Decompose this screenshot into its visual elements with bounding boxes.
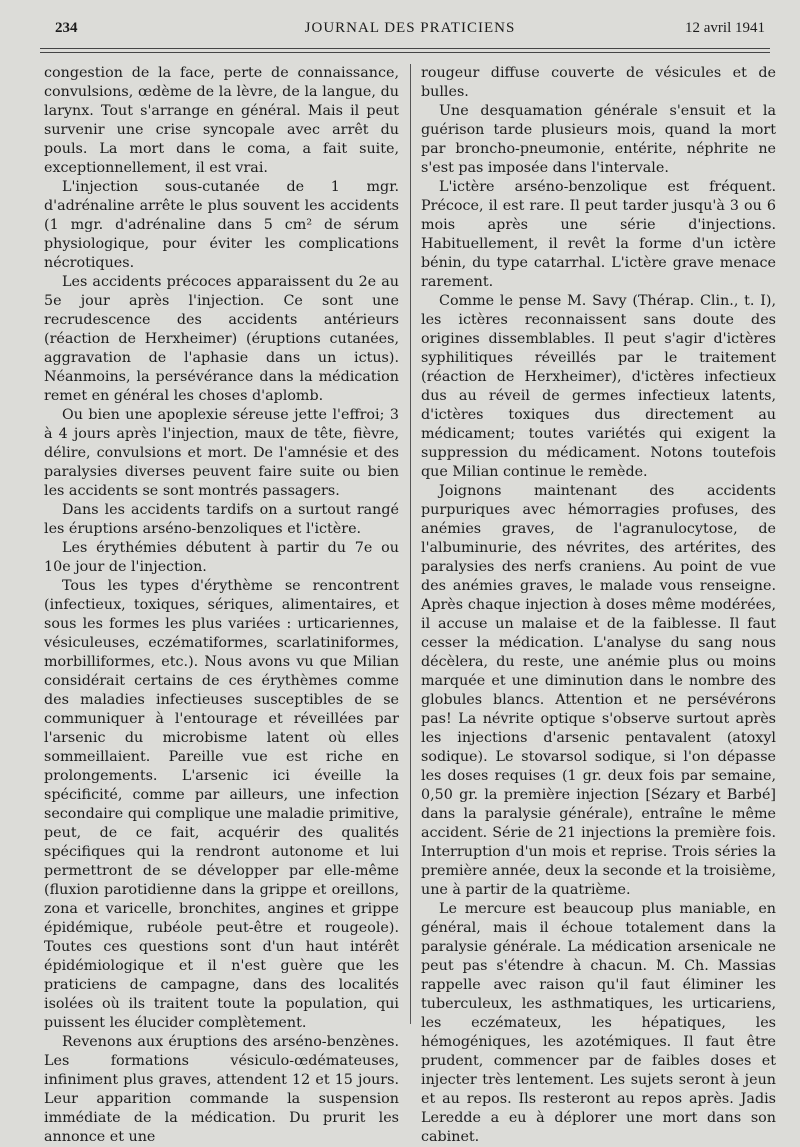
- paragraph: Une desquamation générale s'ensuit et la guérison tarde plusieurs mois, quand la mort par broncho-pneumonie, entérite, néphrite ne s'est pas imposée dans l'intervale.: [421, 103, 776, 176]
- right-column: [421, 64, 776, 1147]
- header-rule-double: [40, 52, 770, 53]
- left-column: [44, 64, 399, 1147]
- journal-title: JOURNAL DES PRATICIENS: [304, 20, 516, 36]
- paragraph: L'injection sous-cutanée de 1 mgr. d'adrénaline arrête le plus souvent les accidents (1 mgr. d'adrénaline dans 5 cm² de sérum physiologique, pour éviter les complications nécrotiques.: [44, 179, 399, 271]
- paragraph: Tous les types d'érythème se rencontrent (infectieux, toxiques, sériques, alimentaires, et sous les formes les plus variées : urticariennes, vésiculeuses, eczématiformes, scarlatiniformes, morbilliformes, etc.). Nous avons vu que Milian considérait certains de ces érythèmes comme des maladies infectieuses susceptibles de se communiquer à l'entourage et réveillées par l'arsenic du microbisme latent où elles sommeillaient. Pareille vue est riche en prolongements. L'arsenic ici éveille la spécificité, comme par ailleurs, une infection secondaire qui complique une maladie primitive, peut, de ce fait, acquérir des qualités spécifiques qui la rendront autonome et lui permettront de se développer par elle-même (fluxion parotidienne dans la grippe et oreillons, zona et varicelle, bronchites, angines et grippe épidémique, rubéole peut-être et rougeole). Toutes ces questions sont d'un haut intérêt épidémiologique et il n'est guère que les praticiens de campagne, dans des localités isolées où ils traitent toute la population, qui puissent les élucider complètement.: [44, 578, 399, 1031]
- issue-date: 12 avril 1941: [685, 20, 765, 36]
- column-divider: [410, 64, 411, 1024]
- header-rule: [40, 48, 770, 49]
- paragraph: Comme le pense M. Savy (Thérap. Clin., t. I), les ictères reconnaissent sans doute des origines dissemblables. Il peut s'agir d'ictères syphilitiques réveillés par le traitement (réaction de Herxheimer), d'ictères infectieux dus au réveil de germes infectieux latents, d'ictères toxiques dus directement au médicament; toutes variétés qui exigent la suppression du médicament. Notons toutefois que Milian continue le remède.: [421, 293, 776, 480]
- page-number: 234: [55, 20, 78, 36]
- paragraph: Le mercure est beaucoup plus maniable, en général, mais il échoue totalement dans la paralysie générale. La médication arsenicale ne peut pas s'étendre à chacun. M. Ch. Massias rappelle avec raison qu'il faut éliminer les tuberculeux, les asthmatiques, les urticariens, les eczémateux, les hépatiques, les hémogéniques, les azotémiques. Il faut être prudent, commencer par de faibles doses et injecter très lentement. Les sujets seront à jeun et au repos. Ils resteront au repos après. Jadis Leredde a eu à déplorer une mort dans son cabinet.: [421, 901, 776, 1145]
- paragraph: Les accidents précoces apparaissent du 2e au 5e jour après l'injection. Ce sont une recrudescence des accidents antérieurs (réaction de Herxheimer) (éruptions cutanées, aggravation de l'aphasie dans un ictus). Néanmoins, la persévérance dans la médication remet en général les choses d'aplomb.: [44, 274, 399, 404]
- paragraph: Dans les accidents tardifs on a surtout rangé les éruptions arséno-benzoliques et l'ictère.: [44, 502, 399, 537]
- paragraph: L'ictère arséno-benzolique est fréquent. Précoce, il est rare. Il peut tarder jusqu'à 3 ou 6 mois après une série d'injections. Habituellement, il revêt la forme d'un ictère bénin, du type catarrhal. L'ictère grave menace rarement.: [421, 179, 776, 290]
- paragraph: congestion de la face, perte de connaissance, convulsions, œdème de la lèvre, de la langue, du larynx. Tout s'arrange en général. Mais il peut survenir une crise syncopale avec arrêt du pouls. La mort dans le coma, a fait suite, exceptionnellement, il est vrai.: [44, 65, 399, 176]
- paragraph: Joignons maintenant des accidents purpuriques avec hémorragies profuses, des anémies graves, de l'agranulocytose, de l'albuminurie, des névrites, des artérites, des paralysies des nerfs craniens. Au point de vue des anémies graves, le malade vous renseigne. Après chaque injection à doses même modérées, il accuse un malaise et de la faiblesse. Il faut cesser la médication. L'analyse du sang nous décèlera, du reste, une anémie plus ou moins marquée et une diminution dans le nombre des globules blancs. Attention et ne persévérons pas! La névrite optique s'observe surtout après les injections d'arsenic pentavalent (atoxyl sodique). Le stovarsol sodique, si l'on dépasse les doses requises (1 gr. deux fois par semaine, 0,50 gr. la première injection [Sézary et Barbé] dans la paralysie générale), entraîne le même accident. Série de 21 injections la première fois. Interruption d'un mois et reprise. Trois séries la première année, deux la seconde et la troisième, une à partir de la quatrième.: [421, 483, 776, 898]
- paragraph: rougeur diffuse couverte de vésicules et de bulles.: [421, 65, 776, 100]
- page-header: [55, 18, 765, 42]
- paragraph: Revenons aux éruptions des arséno-benzènes. Les formations vésiculo-œdémateuses, infiniment plus graves, attendent 12 et 15 jours. Leur apparition commande la suspension immédiate de la médication. Du prurit les annonce et une: [44, 1034, 399, 1145]
- paragraph: Les érythémies débutent à partir du 7e ou 10e jour de l'injection.: [44, 540, 399, 575]
- paragraph: Ou bien une apoplexie séreuse jette l'effroi; 3 à 4 jours après l'injection, maux de tête, fièvre, délire, convulsions et mort. De l'amnésie et des paralysies diverses peuvent faire suite ou bien les accidents se sont montrés passagers.: [44, 407, 399, 499]
